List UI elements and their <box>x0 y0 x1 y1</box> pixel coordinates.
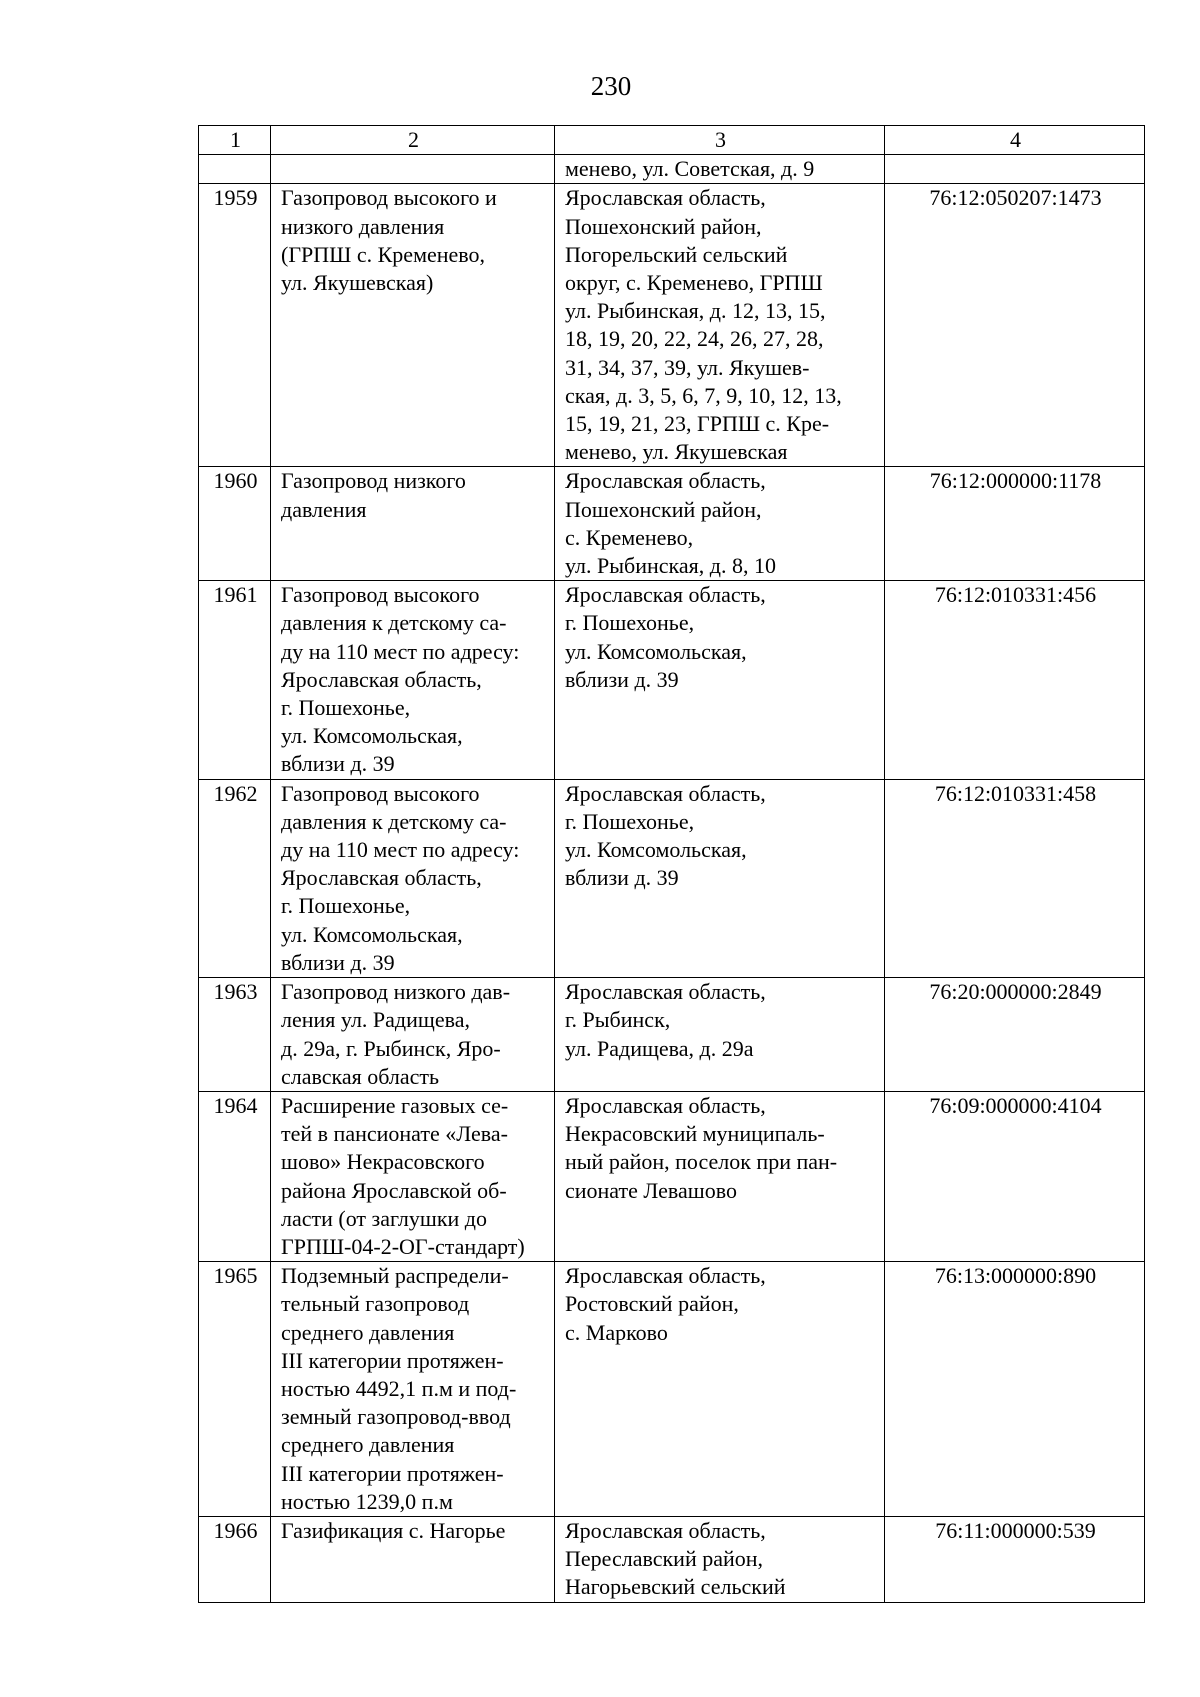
object-name: Газопровод низкого давления <box>271 467 555 581</box>
cadastral-number: 76:12:010331:456 <box>885 581 1145 779</box>
object-name <box>271 155 555 184</box>
object-name: Газопровод высокого давления к детскому са- ду на 110 мест по адресу: Ярославская область, г. Пошехонье, ул. Комсомольская, вблизи д. 39 <box>271 779 555 977</box>
registry-table <box>198 125 1145 1603</box>
object-address: Ярославская область, Некрасовский муниципаль- ный район, поселок при пан- сионате Левашово <box>555 1091 885 1261</box>
cadastral-number: 76:12:010331:458 <box>885 779 1145 977</box>
table-row <box>199 978 1145 1092</box>
object-name: Расширение газовых се- тей в пансионате «Лева- шово» Некрасовского района Ярославской об- ласти (от заглушки до ГРПШ-04-2-ОГ-стандарт) <box>271 1091 555 1261</box>
object-name: Газификация с. Нагорье <box>271 1516 555 1602</box>
object-name: Подземный распредели- тельный газопровод среднего давления III категории протяжен- ностью 4492,1 п.м и под- земный газопровод-ввод среднего давления III категории протяжен- ностью 1239,0 п.м <box>271 1262 555 1517</box>
table-header-row <box>199 126 1145 155</box>
cadastral-number: 76:09:000000:4104 <box>885 1091 1145 1261</box>
cadastral-number: 76:20:000000:2849 <box>885 978 1145 1092</box>
table-row <box>199 1262 1145 1517</box>
column-header: 3 <box>555 126 885 155</box>
table-row <box>199 1091 1145 1261</box>
page-number: 230 <box>590 71 632 101</box>
object-address: Ярославская область, Пошехонский район, с. Кременево, ул. Рыбинская, д. 8, 10 <box>555 467 885 581</box>
cadastral-number: 76:13:000000:890 <box>885 1262 1145 1517</box>
object-name: Газопровод высокого давления к детскому са- ду на 110 мест по адресу: Ярославская область, г. Пошехонье, ул. Комсомольская, вблизи д. 39 <box>271 581 555 779</box>
row-number <box>199 155 271 184</box>
cadastral-number: 76:12:050207:1473 <box>885 184 1145 467</box>
object-address: менево, ул. Советская, д. 9 <box>555 155 885 184</box>
object-address: Ярославская область, г. Рыбинск, ул. Радищева, д. 29а <box>555 978 885 1092</box>
row-number: 1959 <box>199 184 271 467</box>
table-row <box>199 155 1145 184</box>
table-row <box>199 184 1145 467</box>
row-number: 1964 <box>199 1091 271 1261</box>
object-address: Ярославская область, г. Пошехонье, ул. Комсомольская, вблизи д. 39 <box>555 779 885 977</box>
table-row <box>199 467 1145 581</box>
object-address: Ярославская область, Ростовский район, с. Марково <box>555 1262 885 1517</box>
cadastral-number: 76:12:000000:1178 <box>885 467 1145 581</box>
cadastral-number <box>885 155 1145 184</box>
object-name: Газопровод низкого дав- ления ул. Радищева, д. 29а, г. Рыбинск, Яро- славская область <box>271 978 555 1092</box>
object-address: Ярославская область, г. Пошехонье, ул. Комсомольская, вблизи д. 39 <box>555 581 885 779</box>
object-address: Ярославская область, Переславский район, Нагорьевский сельский <box>555 1516 885 1602</box>
row-number: 1966 <box>199 1516 271 1602</box>
row-number: 1965 <box>199 1262 271 1517</box>
table-row <box>199 1516 1145 1602</box>
cadastral-number: 76:11:000000:539 <box>885 1516 1145 1602</box>
object-name: Газопровод высокого и низкого давления (ГРПШ с. Кременево, ул. Якушевская) <box>271 184 555 467</box>
column-header: 1 <box>199 126 271 155</box>
row-number: 1960 <box>199 467 271 581</box>
row-number: 1963 <box>199 978 271 1092</box>
object-address: Ярославская область, Пошехонский район, Погорельский сельский округ, с. Кременево, ГРПШ ул. Рыбинская, д. 12, 13, 15, 18, 19, 20, 22, 24, 26, 27, 28, 31, 34, 37, 39, ул. Якушев- ская, д. 3, 5, 6, 7, 9, 10, 12, 13, 15, 19, 21, 23, ГРПШ с. Кре- менево, ул. Якушевская <box>555 184 885 467</box>
table-row <box>199 779 1145 977</box>
row-number: 1962 <box>199 779 271 977</box>
table-row <box>199 581 1145 779</box>
column-header: 4 <box>885 126 1145 155</box>
column-header: 2 <box>271 126 555 155</box>
row-number: 1961 <box>199 581 271 779</box>
